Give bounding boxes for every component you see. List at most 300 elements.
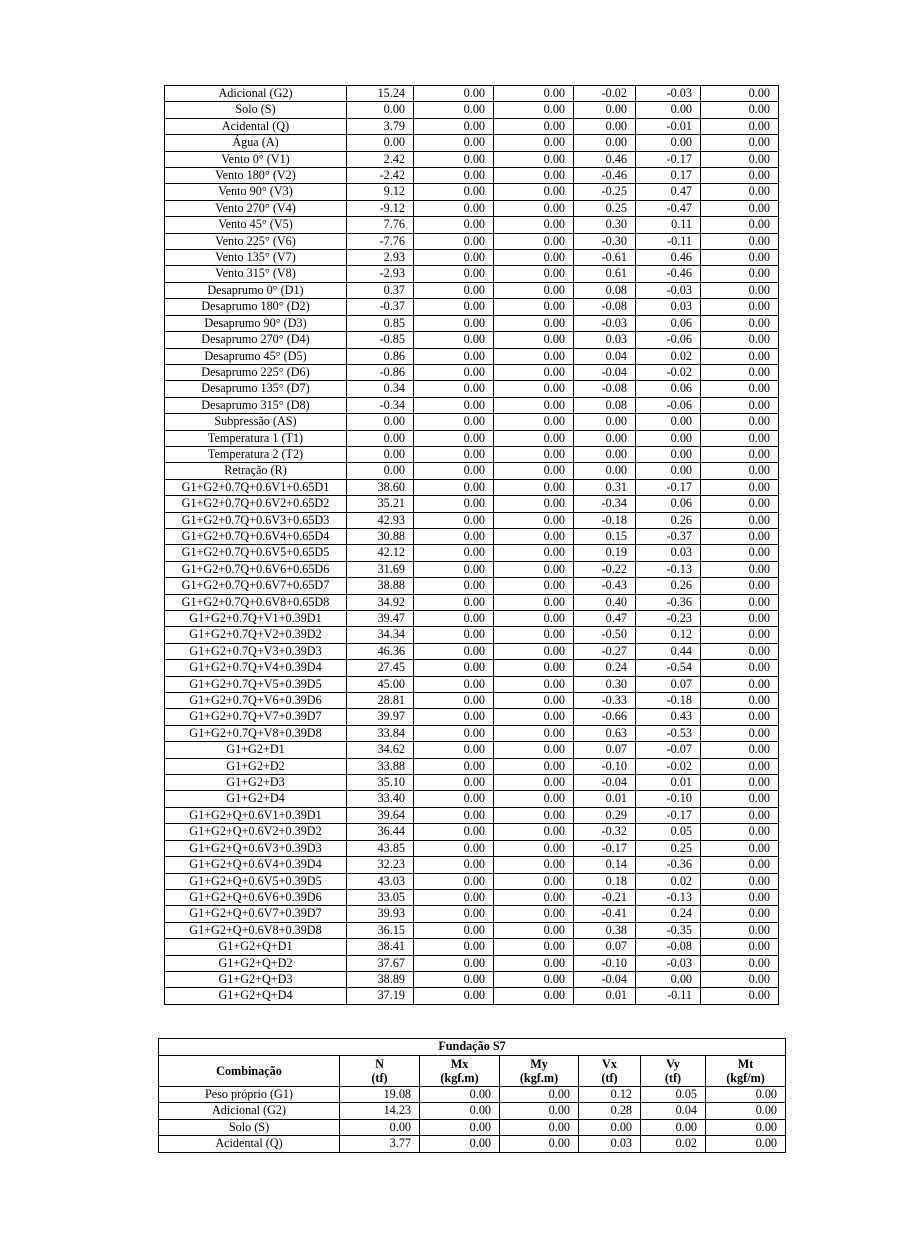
value-cell: 0.24 <box>636 906 701 922</box>
value-cell: 0.14 <box>574 857 636 873</box>
value-cell: 0.30 <box>574 676 636 692</box>
combination-cell: G1+G2+Q+0.6V6+0.39D6 <box>165 889 347 905</box>
value-cell: 0.00 <box>414 348 494 364</box>
value-cell: 0.00 <box>414 742 494 758</box>
table-row <box>165 299 779 315</box>
value-cell: 0.00 <box>494 545 574 561</box>
value-cell: 0.00 <box>706 1119 786 1135</box>
value-cell: 0.00 <box>701 660 779 676</box>
header-combinacao: Combinação <box>159 1056 340 1087</box>
value-cell: -0.11 <box>636 988 701 1004</box>
combination-cell: Acidental (Q) <box>159 1136 340 1152</box>
value-cell: 0.00 <box>494 496 574 512</box>
value-cell: -0.34 <box>347 397 414 413</box>
header-mt: Mt (kgf/m) <box>706 1056 786 1087</box>
value-cell: 0.00 <box>494 233 574 249</box>
value-cell: 7.76 <box>347 217 414 233</box>
table-row <box>165 775 779 791</box>
table-row <box>165 463 779 479</box>
value-cell: 0.00 <box>414 775 494 791</box>
value-cell: -0.01 <box>636 118 701 134</box>
value-cell: 0.29 <box>574 807 636 823</box>
value-cell: 0.00 <box>701 168 779 184</box>
value-cell: 0.00 <box>414 611 494 627</box>
table-row <box>165 266 779 282</box>
value-cell: 0.00 <box>414 561 494 577</box>
combination-cell: G1+G2+0.7Q+V2+0.39D2 <box>165 627 347 643</box>
value-cell: 0.00 <box>414 381 494 397</box>
value-cell: 0.00 <box>494 627 574 643</box>
value-cell: 0.00 <box>494 348 574 364</box>
value-cell: 0.00 <box>701 840 779 856</box>
value-cell: 0.00 <box>701 578 779 594</box>
value-cell: 0.00 <box>414 479 494 495</box>
value-cell: 0.25 <box>574 200 636 216</box>
value-cell: 0.00 <box>414 676 494 692</box>
value-cell: 0.38 <box>574 922 636 938</box>
value-cell: -0.03 <box>636 282 701 298</box>
table-row <box>165 102 779 118</box>
value-cell: 0.00 <box>701 414 779 430</box>
value-cell: 28.81 <box>347 693 414 709</box>
value-cell: 0.00 <box>500 1103 579 1119</box>
table-row <box>165 693 779 709</box>
value-cell: 0.00 <box>701 102 779 118</box>
combination-cell: Vento 135° (V7) <box>165 250 347 266</box>
value-cell: 31.69 <box>347 561 414 577</box>
value-cell: 0.15 <box>574 528 636 544</box>
value-cell: 0.00 <box>574 446 636 462</box>
value-cell: -0.17 <box>574 840 636 856</box>
value-cell: 0.00 <box>494 988 574 1004</box>
value-cell: 30.88 <box>347 528 414 544</box>
value-cell: 0.00 <box>494 184 574 200</box>
value-cell: -0.23 <box>636 611 701 627</box>
combination-cell: G1+G2+0.7Q+V7+0.39D7 <box>165 709 347 725</box>
value-cell: 0.00 <box>701 594 779 610</box>
value-cell: 38.41 <box>347 939 414 955</box>
combination-cell: G1+G2+0.7Q+V6+0.39D6 <box>165 693 347 709</box>
value-cell: 0.05 <box>641 1087 706 1103</box>
value-cell: 0.00 <box>574 118 636 134</box>
value-cell: 0.00 <box>420 1087 500 1103</box>
value-cell: 0.00 <box>701 807 779 823</box>
header-vy: Vy (tf) <box>641 1056 706 1087</box>
table-row <box>165 545 779 561</box>
combination-cell: Desaprumo 135° (D7) <box>165 381 347 397</box>
value-cell: 0.24 <box>574 660 636 676</box>
table-row <box>165 250 779 266</box>
value-cell: 0.00 <box>494 742 574 758</box>
header-mx: Mx (kgf.m) <box>420 1056 500 1087</box>
table-row <box>165 332 779 348</box>
value-cell: 39.97 <box>347 709 414 725</box>
loads-table-continued <box>164 85 779 1005</box>
value-cell: -0.35 <box>636 922 701 938</box>
value-cell: 0.00 <box>347 135 414 151</box>
value-cell: 0.00 <box>414 791 494 807</box>
value-cell: 0.00 <box>414 545 494 561</box>
table-row <box>165 184 779 200</box>
value-cell: 0.00 <box>494 299 574 315</box>
table-row <box>165 955 779 971</box>
value-cell: 0.00 <box>500 1136 579 1152</box>
table-row <box>165 922 779 938</box>
value-cell: 0.00 <box>494 364 574 380</box>
value-cell: -0.41 <box>574 906 636 922</box>
value-cell: 0.00 <box>500 1119 579 1135</box>
table-row <box>165 381 779 397</box>
value-cell: 0.37 <box>347 282 414 298</box>
value-cell: 0.00 <box>414 332 494 348</box>
value-cell: 0.00 <box>494 430 574 446</box>
combination-cell: Acidental (Q) <box>165 118 347 134</box>
foundation-s7-table <box>158 1038 786 1153</box>
combination-cell: Vento 45° (V5) <box>165 217 347 233</box>
table-row <box>165 873 779 889</box>
value-cell: 0.00 <box>701 282 779 298</box>
value-cell: 36.15 <box>347 922 414 938</box>
value-cell: 15.24 <box>347 86 414 102</box>
value-cell: 0.00 <box>414 906 494 922</box>
value-cell: -0.37 <box>636 528 701 544</box>
value-cell: 0.00 <box>574 135 636 151</box>
value-cell: 0.00 <box>414 446 494 462</box>
header-n: N (tf) <box>340 1056 420 1087</box>
combination-cell: G1+G2+Q+0.6V7+0.39D7 <box>165 906 347 922</box>
value-cell: -0.17 <box>636 479 701 495</box>
combination-cell: Subpressão (AS) <box>165 414 347 430</box>
value-cell: 0.47 <box>574 611 636 627</box>
value-cell: 0.00 <box>414 233 494 249</box>
value-cell: 0.34 <box>347 381 414 397</box>
value-cell: -0.08 <box>574 381 636 397</box>
value-cell: 0.46 <box>574 151 636 167</box>
combination-cell: Desaprumo 315° (D8) <box>165 397 347 413</box>
value-cell: 0.00 <box>701 889 779 905</box>
value-cell: 0.00 <box>414 939 494 955</box>
value-cell: 0.06 <box>636 315 701 331</box>
value-cell: -0.46 <box>636 266 701 282</box>
value-cell: 0.00 <box>701 118 779 134</box>
table-row <box>165 676 779 692</box>
value-cell: 0.00 <box>494 282 574 298</box>
combination-cell: Temperatura 2 (T2) <box>165 446 347 462</box>
value-cell: 0.00 <box>701 775 779 791</box>
value-cell: 0.00 <box>701 873 779 889</box>
combination-cell: G1+G2+Q+0.6V5+0.39D5 <box>165 873 347 889</box>
value-cell: -0.04 <box>574 775 636 791</box>
value-cell: 0.00 <box>494 118 574 134</box>
value-cell: 0.00 <box>494 315 574 331</box>
table-row <box>165 906 779 922</box>
value-cell: 0.00 <box>701 939 779 955</box>
table-row <box>165 840 779 856</box>
value-cell: 0.00 <box>494 660 574 676</box>
value-cell: 0.00 <box>701 545 779 561</box>
value-cell: 0.00 <box>414 102 494 118</box>
value-cell: 0.00 <box>494 955 574 971</box>
value-cell: 0.00 <box>494 151 574 167</box>
value-cell: 0.00 <box>414 118 494 134</box>
value-cell: 0.00 <box>636 446 701 462</box>
combination-cell: Adicional (G2) <box>159 1103 340 1119</box>
value-cell: 0.00 <box>701 824 779 840</box>
table-row <box>165 939 779 955</box>
value-cell: 0.00 <box>494 922 574 938</box>
value-cell: 0.03 <box>636 545 701 561</box>
value-cell: 0.00 <box>340 1119 420 1135</box>
value-cell: 0.00 <box>701 643 779 659</box>
table-row <box>165 824 779 840</box>
value-cell: 37.19 <box>347 988 414 1004</box>
value-cell: 0.07 <box>574 939 636 955</box>
value-cell: 0.00 <box>494 102 574 118</box>
combination-cell: Vento 180° (V2) <box>165 168 347 184</box>
value-cell: 3.77 <box>340 1136 420 1152</box>
value-cell: 0.30 <box>574 217 636 233</box>
value-cell: 0.00 <box>494 578 574 594</box>
value-cell: 38.88 <box>347 578 414 594</box>
value-cell: 0.00 <box>414 594 494 610</box>
combination-cell: Solo (S) <box>159 1119 340 1135</box>
value-cell: 33.40 <box>347 791 414 807</box>
value-cell: 0.00 <box>414 168 494 184</box>
table-row <box>165 643 779 659</box>
combination-cell: G1+G2+Q+D3 <box>165 971 347 987</box>
combination-cell: G1+G2+Q+0.6V3+0.39D3 <box>165 840 347 856</box>
value-cell: 0.07 <box>574 742 636 758</box>
value-cell: 0.00 <box>701 988 779 1004</box>
value-cell: 0.00 <box>494 594 574 610</box>
value-cell: 0.00 <box>494 906 574 922</box>
value-cell: 0.00 <box>347 463 414 479</box>
table-row <box>165 660 779 676</box>
value-cell: 0.00 <box>494 200 574 216</box>
value-cell: 0.00 <box>701 200 779 216</box>
value-cell: 0.00 <box>414 217 494 233</box>
value-cell: 0.00 <box>420 1119 500 1135</box>
table-row <box>165 397 779 413</box>
value-cell: 0.44 <box>636 643 701 659</box>
value-cell: -0.36 <box>636 857 701 873</box>
value-cell: 42.12 <box>347 545 414 561</box>
table-row <box>165 315 779 331</box>
value-cell: 0.00 <box>701 955 779 971</box>
value-cell: 0.00 <box>636 430 701 446</box>
value-cell: 0.00 <box>701 397 779 413</box>
value-cell: 0.85 <box>347 315 414 331</box>
table-row <box>165 151 779 167</box>
combination-cell: G1+G2+D4 <box>165 791 347 807</box>
value-cell: 0.00 <box>701 906 779 922</box>
value-cell: -0.02 <box>636 758 701 774</box>
value-cell: 0.00 <box>347 446 414 462</box>
value-cell: 33.84 <box>347 725 414 741</box>
value-cell: -0.54 <box>636 660 701 676</box>
value-cell: 0.00 <box>420 1136 500 1152</box>
table-row <box>165 709 779 725</box>
combination-cell: G1+G2+0.7Q+0.6V6+0.65D6 <box>165 561 347 577</box>
combination-cell: G1+G2+D3 <box>165 775 347 791</box>
value-cell: -0.11 <box>636 233 701 249</box>
value-cell: 0.47 <box>636 184 701 200</box>
value-cell: 0.00 <box>494 643 574 659</box>
value-cell: 32.23 <box>347 857 414 873</box>
value-cell: -0.18 <box>574 512 636 528</box>
value-cell: 0.00 <box>701 758 779 774</box>
table-row <box>165 135 779 151</box>
table-row <box>165 479 779 495</box>
value-cell: 0.00 <box>414 299 494 315</box>
combination-cell: G1+G2+0.7Q+0.6V2+0.65D2 <box>165 496 347 512</box>
value-cell: 0.00 <box>414 200 494 216</box>
value-cell: -0.06 <box>636 332 701 348</box>
value-cell: -0.10 <box>574 955 636 971</box>
value-cell: -0.36 <box>636 594 701 610</box>
value-cell: -7.76 <box>347 233 414 249</box>
value-cell: 27.45 <box>347 660 414 676</box>
value-cell: -0.86 <box>347 364 414 380</box>
value-cell: 0.00 <box>494 824 574 840</box>
value-cell: -0.17 <box>636 807 701 823</box>
value-cell: 0.07 <box>636 676 701 692</box>
value-cell: -0.47 <box>636 200 701 216</box>
value-cell: 0.00 <box>636 414 701 430</box>
value-cell: 19.08 <box>340 1087 420 1103</box>
combination-cell: Vento 315° (V8) <box>165 266 347 282</box>
combination-cell: G1+G2+Q+0.6V4+0.39D4 <box>165 857 347 873</box>
value-cell: 0.00 <box>701 725 779 741</box>
value-cell: 0.00 <box>641 1119 706 1135</box>
value-cell: 0.00 <box>701 364 779 380</box>
value-cell: 0.00 <box>701 479 779 495</box>
value-cell: 0.00 <box>414 184 494 200</box>
value-cell: -0.66 <box>574 709 636 725</box>
value-cell: 39.64 <box>347 807 414 823</box>
value-cell: 0.00 <box>414 840 494 856</box>
value-cell: -0.02 <box>636 364 701 380</box>
value-cell: -0.04 <box>574 364 636 380</box>
value-cell: -0.32 <box>574 824 636 840</box>
table-row <box>165 725 779 741</box>
value-cell: 0.00 <box>414 709 494 725</box>
value-cell: 0.00 <box>414 955 494 971</box>
table-row <box>165 496 779 512</box>
value-cell: 0.00 <box>701 857 779 873</box>
table-row <box>165 807 779 823</box>
table-row <box>159 1136 786 1152</box>
table-row <box>165 561 779 577</box>
value-cell: -0.07 <box>636 742 701 758</box>
value-cell: 0.00 <box>701 217 779 233</box>
value-cell: 0.00 <box>414 873 494 889</box>
value-cell: 0.00 <box>701 693 779 709</box>
value-cell: 0.00 <box>494 889 574 905</box>
value-cell: 0.00 <box>636 135 701 151</box>
value-cell: 0.00 <box>701 561 779 577</box>
value-cell: -0.22 <box>574 561 636 577</box>
value-cell: 0.00 <box>420 1103 500 1119</box>
value-cell: 39.93 <box>347 906 414 922</box>
value-cell: -0.03 <box>636 955 701 971</box>
value-cell: 0.00 <box>347 430 414 446</box>
value-cell: 0.00 <box>701 709 779 725</box>
value-cell: 0.00 <box>494 381 574 397</box>
value-cell: 0.61 <box>574 266 636 282</box>
value-cell: 0.00 <box>414 857 494 873</box>
value-cell: -9.12 <box>347 200 414 216</box>
value-cell: 0.00 <box>701 299 779 315</box>
combination-cell: G1+G2+0.7Q+0.6V4+0.65D4 <box>165 528 347 544</box>
value-cell: 9.12 <box>347 184 414 200</box>
table-row <box>165 414 779 430</box>
combination-cell: G1+G2+0.7Q+V5+0.39D5 <box>165 676 347 692</box>
table-row <box>165 594 779 610</box>
table-row <box>165 627 779 643</box>
value-cell: 0.26 <box>636 512 701 528</box>
value-cell: 0.00 <box>347 102 414 118</box>
value-cell: 0.00 <box>701 446 779 462</box>
combination-cell: G1+G2+0.7Q+0.6V1+0.65D1 <box>165 479 347 495</box>
value-cell: -0.06 <box>636 397 701 413</box>
value-cell: 0.00 <box>414 512 494 528</box>
value-cell: 0.00 <box>494 528 574 544</box>
value-cell: 0.00 <box>494 463 574 479</box>
value-cell: 0.00 <box>701 266 779 282</box>
value-cell: -0.85 <box>347 332 414 348</box>
table-row <box>165 611 779 627</box>
value-cell: 0.00 <box>414 397 494 413</box>
value-cell: 0.11 <box>636 217 701 233</box>
value-cell: 0.00 <box>414 315 494 331</box>
value-cell: 0.00 <box>701 971 779 987</box>
value-cell: 0.00 <box>701 496 779 512</box>
value-cell: 46.36 <box>347 643 414 659</box>
value-cell: 0.08 <box>574 397 636 413</box>
value-cell: 0.00 <box>494 857 574 873</box>
value-cell: 0.00 <box>414 578 494 594</box>
value-cell: 0.00 <box>414 463 494 479</box>
table-row <box>165 512 779 528</box>
value-cell: 3.79 <box>347 118 414 134</box>
value-cell: 35.21 <box>347 496 414 512</box>
value-cell: 0.00 <box>414 496 494 512</box>
table-row <box>165 217 779 233</box>
combination-cell: Desaprumo 0° (D1) <box>165 282 347 298</box>
value-cell: 43.03 <box>347 873 414 889</box>
value-cell: 0.00 <box>414 250 494 266</box>
value-cell: 0.00 <box>494 873 574 889</box>
value-cell: 0.01 <box>574 791 636 807</box>
value-cell: 37.67 <box>347 955 414 971</box>
table-row <box>165 118 779 134</box>
value-cell: 0.00 <box>414 922 494 938</box>
value-cell: -0.53 <box>636 725 701 741</box>
value-cell: 0.40 <box>574 594 636 610</box>
value-cell: 0.00 <box>494 446 574 462</box>
value-cell: -0.21 <box>574 889 636 905</box>
table-row <box>165 86 779 102</box>
value-cell: -0.08 <box>636 939 701 955</box>
value-cell: 0.00 <box>494 512 574 528</box>
value-cell: 0.03 <box>636 299 701 315</box>
value-cell: 0.00 <box>414 266 494 282</box>
value-cell: 0.00 <box>701 233 779 249</box>
table-row <box>165 988 779 1004</box>
value-cell: 0.00 <box>494 561 574 577</box>
value-cell: 0.05 <box>636 824 701 840</box>
